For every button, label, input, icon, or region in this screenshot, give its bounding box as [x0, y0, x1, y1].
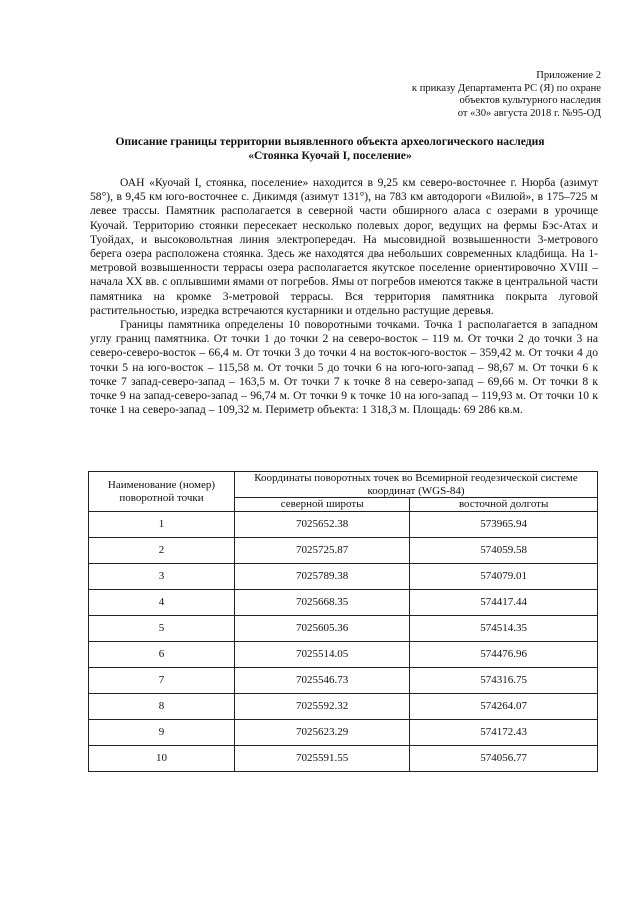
point-number: 1 — [89, 512, 235, 538]
table-row — [89, 512, 598, 538]
description-paragraph: ОАН «Куочай I, стоянка, поселение» находится в 9,25 км северо-восточнее г. Нюрба (азимут 58°), в 9,45 км юго-восточнее с. Дикимдя (азимут 131°), на 783 км автодороги «Вилюй», в 175–725 м левее трассы. Памятник располагается в северной части обширного аласа с озерами в урочище Куочай. Территорию стоянки пересекает несколько полевых дорог, ведущих на фермы Бэс-Атах и Туойдах, и высоковольтная линия электропередач. На мысовидной возвышенности 3-метрового берега озера расположена стоянка. Здесь же находятся два небольших современных кладбища. На 1-метровой возвышенности террасы озера располагается якутское поселение ориентировочно XVIII – начала XX вв. с оплывшими ямами от погребов. Ямы от погребов имеются также в центральной части памятника на кромке 3-метровой террасы. Вся территория памятника покрыта луговой растительностью, изредка встречаются кустарники и отдельно растущие деревья. — [90, 176, 598, 317]
point-longitude: 574056.77 — [410, 746, 598, 772]
point-longitude: 574514.35 — [410, 616, 598, 642]
point-latitude: 7025591.55 — [235, 746, 410, 772]
point-latitude: 7025605.36 — [235, 616, 410, 642]
point-number: 6 — [89, 642, 235, 668]
table-row — [89, 538, 598, 564]
coordinates-table — [88, 471, 598, 772]
table-row — [89, 590, 598, 616]
point-number: 4 — [89, 590, 235, 616]
header-latitude: северной широты — [235, 498, 410, 512]
point-latitude: 7025652.38 — [235, 512, 410, 538]
table-row — [89, 720, 598, 746]
point-number: 9 — [89, 720, 235, 746]
appendix-header — [341, 70, 601, 120]
title-line-2: «Стоянка Куочай I, поселение» — [248, 149, 412, 162]
appendix-line: от «30» августа 2018 г. №95-ОД — [457, 107, 601, 119]
table-row — [89, 746, 598, 772]
table-row — [89, 616, 598, 642]
document-body — [90, 176, 598, 417]
table-row — [89, 642, 598, 668]
point-latitude: 7025514.05 — [235, 642, 410, 668]
point-longitude: 574476.96 — [410, 642, 598, 668]
point-latitude: 7025546.73 — [235, 668, 410, 694]
point-longitude: 574316.75 — [410, 668, 598, 694]
point-number: 3 — [89, 564, 235, 590]
point-latitude: 7025623.29 — [235, 720, 410, 746]
point-longitude: 574172.43 — [410, 720, 598, 746]
title-line-1: Описание границы территории выявленного объекта археологического наследия — [115, 135, 545, 148]
point-number: 8 — [89, 694, 235, 720]
point-longitude: 573965.94 — [410, 512, 598, 538]
table-row — [89, 668, 598, 694]
point-latitude: 7025725.87 — [235, 538, 410, 564]
point-number: 10 — [89, 746, 235, 772]
point-latitude: 7025592.32 — [235, 694, 410, 720]
point-longitude: 574417.44 — [410, 590, 598, 616]
document-title — [70, 135, 590, 163]
boundary-paragraph: Границы памятника определены 10 поворотными точками. Точка 1 располагается в западном углу границ памятника. От точки 1 до точки 2 на северо-восток – 119 м. От точки 2 до точки 3 на северо-северо-восток – 66,4 м. От точки 3 до точки 4 на восток-юго-восток – 359,42 м. От точки 4 до точки 5 на юго-восток – 115,58 м. От точки 5 до точки 6 на юго-юго-запад – 98,67 м. От точки 6 к точке 7 запад-северо-запад – 163,5 м. От точки 7 к точке 8 на северо-запад – 69,66 м. От точки 8 к точке 9 на запад-северо-запад – 96,74 м. От точки 9 к точке 10 на юго-запад – 119,93 м. От точки 10 к точке 1 на северо-запад – 109,32 м. Периметр объекта: 1 318,3 м. Площадь: 69 286 кв.м. — [90, 318, 598, 417]
header-point-name: Наименование (номер) поворотной точки — [89, 472, 235, 512]
appendix-line: к приказу Департамента РС (Я) по охране — [411, 82, 601, 94]
table-header-row — [89, 472, 598, 498]
point-number: 2 — [89, 538, 235, 564]
appendix-line: объектов культурного наследия — [459, 95, 601, 107]
appendix-line: Приложение 2 — [536, 70, 601, 81]
header-coordinates: Координаты поворотных точек во Всемирной геодезической системе координат (WGS-84) — [235, 472, 598, 498]
table-row — [89, 694, 598, 720]
point-latitude: 7025789.38 — [235, 564, 410, 590]
point-longitude: 574059.58 — [410, 538, 598, 564]
point-longitude: 574079.01 — [410, 564, 598, 590]
point-latitude: 7025668.35 — [235, 590, 410, 616]
header-longitude: восточной долготы — [410, 498, 598, 512]
table-row — [89, 564, 598, 590]
point-longitude: 574264.07 — [410, 694, 598, 720]
point-number: 7 — [89, 668, 235, 694]
point-number: 5 — [89, 616, 235, 642]
